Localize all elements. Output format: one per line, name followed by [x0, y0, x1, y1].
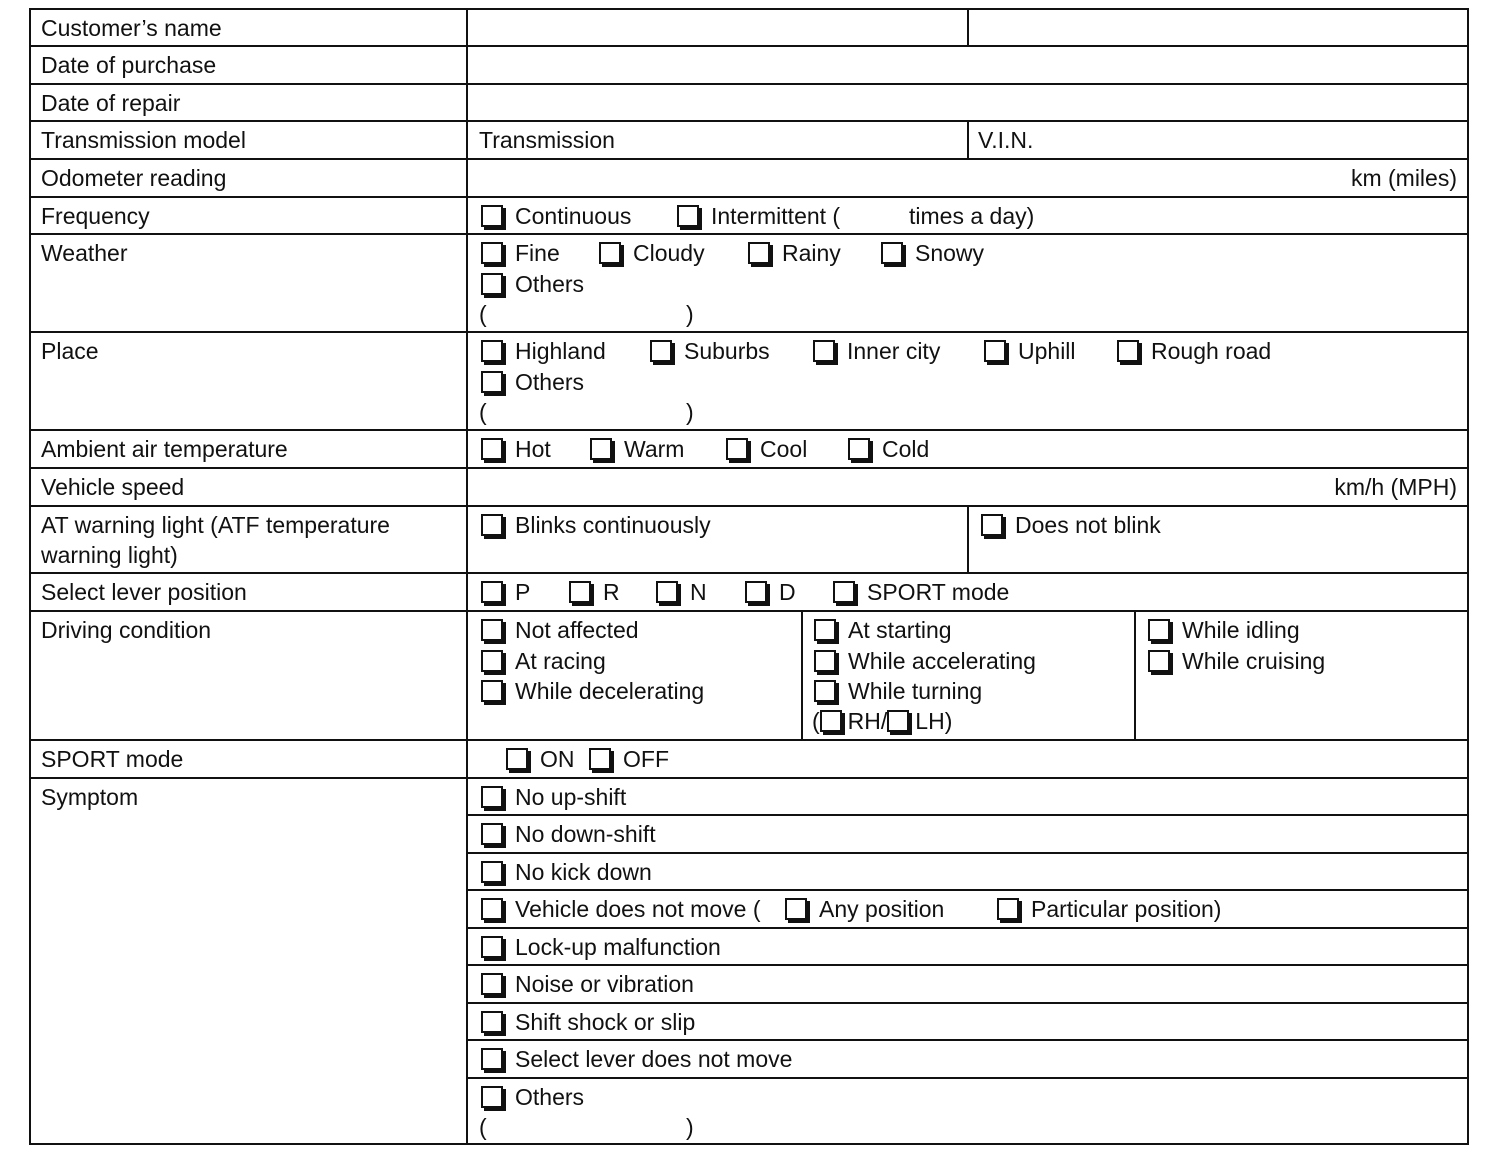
- odometer-unit: km (miles): [1350, 165, 1457, 191]
- checkbox-icon: [1117, 340, 1139, 362]
- option-label: P: [515, 579, 531, 605]
- option-label: Noise or vibration: [515, 971, 694, 997]
- checkbox-sport-mode[interactable]: [833, 577, 1009, 607]
- label-odometer: Odometer reading: [31, 160, 468, 196]
- checkbox-fine[interactable]: [481, 238, 560, 268]
- option-label: Uphill: [1018, 338, 1076, 364]
- option-label: Hot: [515, 436, 551, 462]
- checkbox-no-down-shift[interactable]: [481, 819, 656, 849]
- option-label: Rough road: [1151, 338, 1272, 364]
- option-label: Cloudy: [633, 240, 705, 266]
- option-label: No up-shift: [515, 784, 627, 810]
- checkbox-symptom-others[interactable]: [481, 1082, 584, 1112]
- checkbox-icon: [590, 438, 612, 460]
- checkbox-icon: [481, 340, 503, 362]
- value-symptom: [468, 779, 1467, 1143]
- checkbox-icon: [650, 340, 672, 362]
- checkbox-r[interactable]: [569, 577, 620, 607]
- option-label: Not affected: [515, 617, 639, 643]
- checkbox-cold[interactable]: [848, 434, 929, 464]
- row-symptom: [31, 779, 1467, 1143]
- value-odometer[interactable]: [468, 160, 1467, 196]
- checkbox-cloudy[interactable]: [599, 238, 705, 268]
- checkbox-warm[interactable]: [590, 434, 684, 464]
- row-driving-condition: [31, 612, 1467, 741]
- checkbox-not-affected[interactable]: [481, 615, 639, 645]
- checkbox-cool[interactable]: [726, 434, 807, 464]
- value-sport-mode: [468, 741, 1467, 777]
- row-odometer: [31, 160, 1467, 198]
- checkbox-icon: [848, 438, 870, 460]
- value-date-of-purchase[interactable]: [468, 47, 1467, 83]
- checkbox-uphill[interactable]: [984, 336, 1076, 366]
- checkbox-sport-off[interactable]: [589, 744, 669, 774]
- label-date-of-repair: Date of repair: [31, 85, 468, 120]
- checkbox-icon: [481, 619, 503, 641]
- value-transmission-model: [468, 122, 1467, 158]
- checkbox-any-position[interactable]: [785, 894, 944, 924]
- label-frequency: Frequency: [31, 198, 468, 233]
- checkbox-icon: [814, 650, 836, 672]
- label-transmission-model: Transmission model: [31, 122, 468, 158]
- row-date-of-purchase: [31, 47, 1467, 85]
- option-label: Intermittent (: [711, 203, 841, 229]
- checkbox-icon: [481, 242, 503, 264]
- option-label: Suburbs: [684, 338, 770, 364]
- checkbox-while-decelerating[interactable]: [481, 676, 704, 706]
- label-vehicle-speed: Vehicle speed: [31, 469, 468, 505]
- cell-divider: [967, 507, 969, 572]
- label-symptom: Symptom: [31, 779, 468, 1143]
- checkbox-weather-others[interactable]: [481, 269, 584, 299]
- label-select-lever-position: Select lever position: [31, 574, 468, 610]
- option-label: While cruising: [1182, 648, 1326, 674]
- checkbox-icon: [481, 680, 503, 702]
- option-label: Snowy: [915, 240, 985, 266]
- cell-divider: [801, 612, 803, 739]
- checkbox-particular-position[interactable]: [997, 894, 1221, 924]
- checkbox-place-others[interactable]: [481, 367, 584, 397]
- option-label: Rainy: [782, 240, 841, 266]
- symptom-item: [468, 816, 1467, 854]
- option-label: RH/: [847, 708, 888, 734]
- checkbox-icon: [745, 581, 767, 603]
- checkbox-icon: [481, 1086, 503, 1108]
- option-label: Select lever does not move: [515, 1046, 793, 1072]
- symptom-item: [468, 891, 1467, 929]
- checkbox-icon: [814, 619, 836, 641]
- option-label: Others: [515, 271, 585, 297]
- row-date-of-repair: [31, 85, 1467, 122]
- checkbox-snowy[interactable]: [881, 238, 984, 268]
- checkbox-hot[interactable]: [481, 434, 551, 464]
- checkbox-icon: [481, 650, 503, 672]
- checkbox-shift-shock-or-slip[interactable]: [481, 1007, 695, 1037]
- option-label: Any position: [819, 896, 945, 922]
- checkbox-at-starting[interactable]: [814, 615, 952, 645]
- option-label: Shift shock or slip: [515, 1009, 696, 1035]
- option-label: R: [603, 579, 620, 605]
- paren-close: ): [686, 301, 694, 327]
- option-label: Continuous: [515, 203, 632, 229]
- option-label: No kick down: [515, 859, 652, 885]
- label-line-1: AT warning light (ATF temperature: [41, 512, 390, 538]
- checkbox-icon: [569, 581, 591, 603]
- label-sport-mode: SPORT mode: [31, 741, 468, 777]
- option-label: Warm: [624, 436, 685, 462]
- times-a-day-label: times a day): [909, 203, 1035, 229]
- option-label: Others: [515, 1084, 585, 1110]
- paren-close: ): [686, 1114, 694, 1140]
- checkbox-no-up-shift[interactable]: [481, 782, 626, 812]
- value-date-of-repair[interactable]: [468, 85, 1467, 120]
- paren-open: (: [479, 301, 487, 327]
- turning-direction: [812, 706, 952, 736]
- symptom-item: [468, 929, 1467, 966]
- value-place: [468, 333, 1467, 429]
- checkbox-icon: [785, 898, 807, 920]
- checkbox-icon: [481, 205, 503, 227]
- value-driving-condition: [468, 612, 1467, 739]
- vin-field[interactable]: V.I.N.: [978, 127, 1034, 153]
- option-label: Particular position): [1031, 896, 1222, 922]
- checkbox-icon: [748, 242, 770, 264]
- checkbox-while-idling[interactable]: [1148, 615, 1300, 645]
- checkbox-rh[interactable]: [820, 710, 842, 732]
- checkbox-icon: [981, 514, 1003, 536]
- checkbox-icon: [881, 242, 903, 264]
- row-customer-name: [31, 10, 1467, 47]
- checkbox-icon: [726, 438, 748, 460]
- checkbox-icon: [813, 340, 835, 362]
- checkbox-icon: [506, 748, 528, 770]
- checkbox-intermittent[interactable]: [677, 201, 840, 231]
- checkbox-icon: [833, 581, 855, 603]
- option-label: While turning: [848, 678, 983, 704]
- checkbox-inner-city[interactable]: [813, 336, 940, 366]
- value-frequency: [468, 198, 1467, 233]
- checkbox-icon: [481, 581, 503, 603]
- value-weather: [468, 235, 1467, 331]
- option-label: While decelerating: [515, 678, 705, 704]
- label-ambient-temperature: Ambient air temperature: [31, 431, 468, 467]
- option-label: Vehicle does not move (: [515, 896, 761, 922]
- checkbox-at-racing[interactable]: [481, 646, 606, 676]
- checkbox-icon: [481, 273, 503, 295]
- checkbox-suburbs[interactable]: [650, 336, 770, 366]
- checkbox-icon: [481, 973, 503, 995]
- label-customer-name: Customer’s name: [31, 10, 468, 45]
- checkbox-icon: [481, 861, 503, 883]
- checkbox-icon: [481, 936, 503, 958]
- checkbox-highland[interactable]: [481, 336, 606, 366]
- option-label: Lock-up malfunction: [515, 934, 721, 960]
- checkbox-icon: [677, 205, 699, 227]
- option-label: ON: [540, 746, 575, 772]
- checkbox-while-accelerating[interactable]: [814, 646, 1036, 676]
- symptom-item: [468, 854, 1467, 891]
- label-weather: Weather: [31, 235, 468, 331]
- value-vehicle-speed[interactable]: [468, 469, 1467, 505]
- checkbox-while-turning[interactable]: [814, 676, 982, 706]
- symptom-item: [468, 1041, 1467, 1079]
- row-ambient-temperature: [31, 431, 1467, 469]
- checkbox-icon: [481, 786, 503, 808]
- symptom-item: [468, 966, 1467, 1004]
- symptom-item: [468, 1004, 1467, 1041]
- option-label: Inner city: [847, 338, 941, 364]
- checkbox-lock-up-malfunction[interactable]: [481, 932, 721, 962]
- checkbox-rainy[interactable]: [748, 238, 841, 268]
- row-frequency: [31, 198, 1467, 235]
- checkbox-icon: [814, 680, 836, 702]
- option-label: SPORT mode: [867, 579, 1010, 605]
- checkbox-icon: [481, 1048, 503, 1070]
- option-label: At starting: [848, 617, 952, 643]
- option-label: Blinks continuously: [515, 512, 711, 538]
- cell-divider: [967, 122, 969, 158]
- paren-open: (: [479, 399, 487, 425]
- option-label: OFF: [623, 746, 669, 772]
- option-label: While idling: [1182, 617, 1300, 643]
- transmission-field[interactable]: Transmission: [479, 127, 615, 153]
- option-label: No down-shift: [515, 821, 656, 847]
- option-label: N: [690, 579, 707, 605]
- checkbox-icon: [481, 823, 503, 845]
- row-weather: [31, 235, 1467, 333]
- checkbox-icon: [997, 898, 1019, 920]
- paren-open: (: [479, 1114, 487, 1140]
- row-place: [31, 333, 1467, 431]
- row-at-warning-light: [31, 507, 1467, 574]
- row-vehicle-speed: [31, 469, 1467, 507]
- option-label: Does not blink: [1015, 512, 1161, 538]
- option-label: Highland: [515, 338, 606, 364]
- label-line-2: warning light): [41, 542, 178, 568]
- checkbox-rough-road[interactable]: [1117, 336, 1271, 366]
- paren-open: (: [812, 708, 820, 734]
- checkbox-icon: [589, 748, 611, 770]
- checkbox-d[interactable]: [745, 577, 796, 607]
- checkbox-icon: [481, 438, 503, 460]
- checkbox-icon: [656, 581, 678, 603]
- row-transmission-model: [31, 122, 1467, 160]
- checkbox-sport-on[interactable]: [506, 744, 575, 774]
- checkbox-does-not-blink[interactable]: [981, 510, 1161, 540]
- checkbox-n[interactable]: [656, 577, 707, 607]
- option-label: D: [779, 579, 796, 605]
- checkbox-icon: [481, 371, 503, 393]
- checkbox-continuous[interactable]: [481, 201, 631, 231]
- checkbox-icon: [481, 898, 503, 920]
- value-at-warning-light: [468, 507, 1467, 572]
- checkbox-no-kick-down[interactable]: [481, 857, 652, 887]
- value-select-lever-position: [468, 574, 1467, 610]
- value-customer-name[interactable]: [468, 10, 1467, 45]
- symptom-item: [468, 1079, 1467, 1143]
- option-label: At racing: [515, 648, 606, 674]
- option-label: Fine: [515, 240, 560, 266]
- checkbox-icon: [984, 340, 1006, 362]
- cell-divider: [1134, 612, 1136, 739]
- cell-divider: [967, 10, 969, 45]
- checkbox-while-cruising[interactable]: [1148, 646, 1325, 676]
- label-driving-condition: Driving condition: [31, 612, 468, 739]
- row-sport-mode: [31, 741, 1467, 779]
- diagnostic-worksheet-form: [29, 8, 1469, 1145]
- checkbox-icon: [1148, 650, 1170, 672]
- checkbox-vehicle-does-not-move[interactable]: [481, 894, 760, 924]
- checkbox-blinks-continuously[interactable]: [481, 510, 711, 540]
- checkbox-icon: [481, 1011, 503, 1033]
- label-date-of-purchase: Date of purchase: [31, 47, 468, 83]
- paren-close: ): [686, 399, 694, 425]
- row-select-lever-position: [31, 574, 1467, 612]
- label-place: Place: [31, 333, 468, 429]
- checkbox-noise-or-vibration[interactable]: [481, 969, 694, 999]
- checkbox-icon: [599, 242, 621, 264]
- checkbox-select-lever-does-not-move[interactable]: [481, 1044, 792, 1074]
- option-label: Others: [515, 369, 585, 395]
- option-label: While accelerating: [848, 648, 1036, 674]
- option-label: Cool: [760, 436, 808, 462]
- checkbox-lh[interactable]: [887, 710, 909, 732]
- label-at-warning-light: [31, 507, 468, 572]
- checkbox-icon: [1148, 619, 1170, 641]
- option-label: LH): [915, 708, 953, 734]
- value-ambient-temperature: [468, 431, 1467, 467]
- checkbox-icon: [481, 514, 503, 536]
- speed-unit: km/h (MPH): [1334, 474, 1457, 500]
- checkbox-p[interactable]: [481, 577, 530, 607]
- symptom-item: [468, 779, 1467, 816]
- option-label: Cold: [882, 436, 930, 462]
